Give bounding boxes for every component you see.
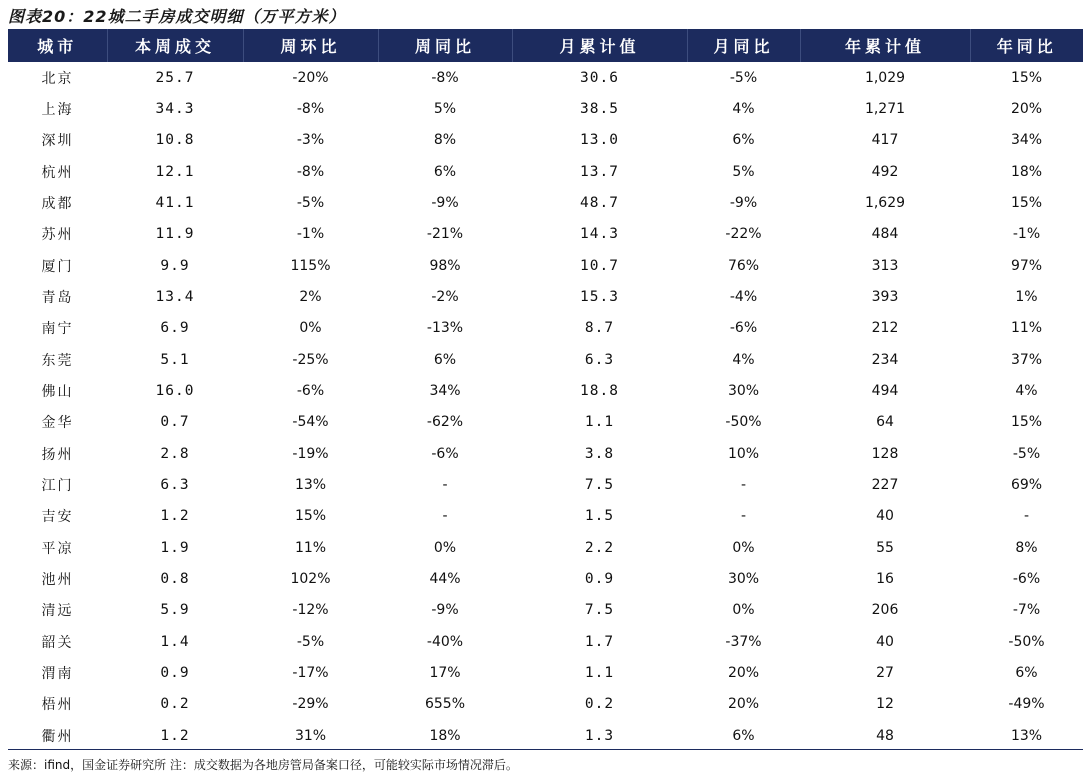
value-cell: -9% [431,602,459,619]
value-cell: -8% [296,163,325,180]
value-cell: 13% [294,476,327,493]
value-cell: 48 [876,727,894,744]
city-cell: 池州 [41,571,74,588]
value-cell: 13.4 [155,288,195,305]
table-row [8,93,1083,124]
table-row [8,657,1083,688]
value-cell: 0.8 [160,570,190,587]
city-cell: 东莞 [41,352,74,369]
value-cell: -6% [431,445,459,462]
value-cell: 40 [876,508,894,525]
value-cell: 8.7 [584,320,615,337]
value-cell: 41.1 [155,194,195,211]
value-cell: 30% [727,382,760,399]
value-cell: 102% [290,570,331,587]
value-cell: -50% [725,414,762,431]
value-cell: - [740,508,747,525]
value-cell: 25.7 [155,69,195,86]
value-cell: -50% [1008,633,1045,650]
table-row [8,313,1083,344]
table-row [8,125,1083,156]
value-cell: 0.2 [160,696,190,713]
city-cell: 南宁 [41,321,74,338]
column-header: 月累计值 [512,29,687,62]
value-cell: 30.6 [580,69,619,86]
value-cell: 0% [433,539,457,556]
value-cell: 7.5 [584,476,615,493]
value-cell: 1.4 [160,633,190,650]
value-cell: 12.1 [155,163,195,180]
header-row [8,29,1083,62]
value-cell: 0% [732,602,755,619]
value-cell: 15.3 [580,288,619,305]
value-cell: -4% [729,288,758,305]
value-cell: 4% [1015,382,1038,399]
value-cell: 31% [294,727,327,744]
value-cell: 18.8 [580,382,619,399]
value-cell: 227 [871,476,899,493]
value-cell: -13% [426,320,464,337]
value-cell: 34% [1010,132,1043,149]
value-cell: 34% [429,382,461,399]
table-row [8,626,1083,657]
value-cell: 11% [1010,320,1043,337]
value-cell: 98% [429,257,461,274]
table-row [8,281,1083,312]
city-cell: 吉安 [41,509,74,526]
city-cell: 北京 [41,70,74,87]
city-cell: 清远 [41,603,74,620]
value-cell: -1% [296,226,325,243]
value-cell: 6.3 [160,476,190,493]
value-cell: 11.9 [155,226,195,243]
value-cell: -25% [292,351,329,368]
value-cell: -9% [729,194,758,211]
table-row [8,438,1083,469]
column-header: 周同比 [378,29,512,62]
table-row [8,344,1083,375]
value-cell: 55 [876,539,894,556]
value-cell: 5.1 [160,351,190,368]
value-cell: -17% [292,664,329,681]
table-row [8,219,1083,250]
value-cell: -7% [1012,602,1041,619]
value-cell: 44% [429,570,461,587]
value-cell: -37% [725,633,762,650]
value-cell: 15% [1010,69,1043,86]
value-cell: -49% [1008,696,1045,713]
value-cell: 1% [1015,288,1038,305]
value-cell: -3% [296,132,325,149]
value-cell: 11% [294,539,327,556]
column-header: 年累计值 [800,29,970,62]
value-cell: 655% [424,696,466,713]
value-cell: 37% [1010,351,1043,368]
value-cell: -29% [292,696,329,713]
column-header: 周环比 [243,29,378,62]
value-cell: 1.1 [584,414,615,431]
value-cell: - [442,476,448,493]
value-cell: 8% [433,132,457,149]
value-cell: 1,029 [864,69,906,86]
value-cell: 1.9 [160,539,190,556]
bottom-rule [8,749,1083,750]
city-cell: 佛山 [41,383,74,400]
city-cell: 平凉 [41,540,74,557]
value-cell: 1.3 [584,727,615,744]
value-cell: 10% [727,445,760,462]
column-header: 月同比 [687,29,800,62]
value-cell: 30% [727,570,760,587]
city-cell: 江门 [41,477,74,494]
value-cell: 97% [1010,257,1043,274]
value-cell: -22% [725,226,762,243]
transaction-table [8,29,1083,751]
value-cell: -5% [296,194,325,211]
value-cell: -5% [296,633,325,650]
value-cell: 2.2 [584,539,615,556]
value-cell: -54% [292,414,329,431]
value-cell: -5% [729,69,758,86]
value-cell: 34.3 [155,100,195,117]
value-cell: -62% [426,414,464,431]
value-cell: 5.9 [160,602,190,619]
table-row [8,720,1083,751]
value-cell: 0% [732,539,755,556]
value-cell: 206 [871,602,899,619]
city-cell: 杭州 [41,164,74,181]
value-cell: 38.5 [580,100,619,117]
value-cell: 16.0 [155,382,195,399]
city-cell: 厦门 [41,258,74,275]
column-header: 本周成交 [107,29,243,62]
value-cell: 40 [876,633,894,650]
value-cell: 6% [732,727,755,744]
city-cell: 扬州 [41,446,74,463]
value-cell: 3.8 [584,445,615,462]
value-cell: 13% [1010,727,1043,744]
table-title: 图表20：22城二手房成交明细（万平方米） [8,7,346,26]
table-row [8,375,1083,406]
value-cell: 393 [871,288,899,305]
value-cell: 1.1 [584,664,615,681]
table-row [8,595,1083,626]
value-cell: 12 [876,696,894,713]
city-cell: 梧州 [41,697,74,714]
value-cell: -1% [1012,226,1041,243]
table-row [8,250,1083,281]
value-cell: -6% [729,320,758,337]
value-cell: 15% [1010,414,1043,431]
city-cell: 苏州 [41,227,74,244]
value-cell: 10.7 [580,257,619,274]
value-cell: 115% [290,257,331,274]
value-cell: 15% [294,508,327,525]
value-cell: 20% [727,664,760,681]
value-cell: 6% [433,163,457,180]
table-row [8,563,1083,594]
city-cell: 成都 [41,195,74,212]
value-cell: 16 [876,570,894,587]
table-row [8,501,1083,532]
value-cell: 20% [727,696,760,713]
value-cell: 10.8 [155,132,195,149]
value-cell: 64 [876,414,894,431]
column-header: 年同比 [996,37,1057,56]
value-cell: 1,629 [864,194,906,211]
column-header: 城市 [8,29,107,62]
city-cell: 金华 [41,415,74,432]
table-body [8,62,1083,751]
city-cell: 深圳 [41,133,74,150]
city-cell: 上海 [41,101,74,118]
value-cell: -6% [296,382,325,399]
value-cell: 6% [1015,664,1038,681]
value-cell: -6% [1012,570,1041,587]
value-cell: 0.9 [584,570,615,587]
value-cell: 4% [732,100,755,117]
value-cell: - [740,476,747,493]
value-cell: 8% [1015,539,1038,556]
value-cell: -12% [292,602,329,619]
value-cell: 15% [1010,194,1043,211]
value-cell: 6.9 [160,320,190,337]
source-note: 来源：ifind，国金证券研究所 注：成交数据为各地房管局备案口径，可能较实际市场情况滞后。 [8,758,518,772]
value-cell: -19% [292,445,329,462]
table-row [8,532,1083,563]
value-cell: -9% [431,194,459,211]
table-row [8,62,1083,93]
value-cell: 18% [1010,163,1043,180]
value-cell: - [1023,508,1030,525]
city-cell: 衢州 [41,728,74,745]
value-cell: 1.2 [160,508,190,525]
value-cell: 4% [732,351,755,368]
value-cell: 20% [1010,100,1043,117]
value-cell: 212 [871,320,899,337]
city-cell: 韶关 [41,634,74,651]
value-cell: -2% [431,288,459,305]
value-cell: 6% [433,351,457,368]
value-cell: -21% [426,226,464,243]
value-cell: 18% [429,727,461,744]
value-cell: 27 [876,664,894,681]
value-cell: 0.2 [584,696,615,713]
value-cell: 234 [871,351,899,368]
value-cell: 128 [871,445,899,462]
value-cell: 7.5 [584,602,615,619]
value-cell: 2.8 [160,445,190,462]
value-cell: 494 [871,382,899,399]
value-cell: 1.7 [584,633,615,650]
value-cell: 484 [871,226,899,243]
value-cell: 417 [871,132,899,149]
value-cell: 69% [1010,476,1043,493]
table-row [8,187,1083,218]
value-cell: 1.2 [160,727,190,744]
value-cell: -5% [1012,445,1041,462]
table-row [8,407,1083,438]
value-cell: - [442,508,448,525]
city-cell: 渭南 [41,665,74,682]
value-cell: 48.7 [580,194,619,211]
table-row [8,689,1083,720]
value-cell: 313 [871,257,899,274]
table-row [8,469,1083,500]
value-cell: -20% [292,69,329,86]
value-cell: 492 [871,163,899,180]
value-cell: 2% [299,288,322,305]
value-cell: -8% [431,69,459,86]
value-cell: 9.9 [160,257,190,274]
value-cell: 1,271 [864,100,906,117]
table-row [8,156,1083,187]
value-cell: 1.5 [584,508,615,525]
city-cell: 青岛 [41,289,74,306]
value-cell: 14.3 [580,226,619,243]
value-cell: 13.0 [580,132,619,149]
value-cell: 6% [732,132,755,149]
value-cell: 5% [732,163,755,180]
value-cell: -40% [426,633,464,650]
value-cell: 6.3 [584,351,615,368]
value-cell: 0.9 [160,664,190,681]
value-cell: 5% [433,100,457,117]
value-cell: 13.7 [580,163,619,180]
value-cell: -8% [296,100,325,117]
value-cell: 0.7 [160,414,190,431]
value-cell: 17% [429,664,461,681]
value-cell: 76% [727,257,760,274]
value-cell: 0% [299,320,322,337]
